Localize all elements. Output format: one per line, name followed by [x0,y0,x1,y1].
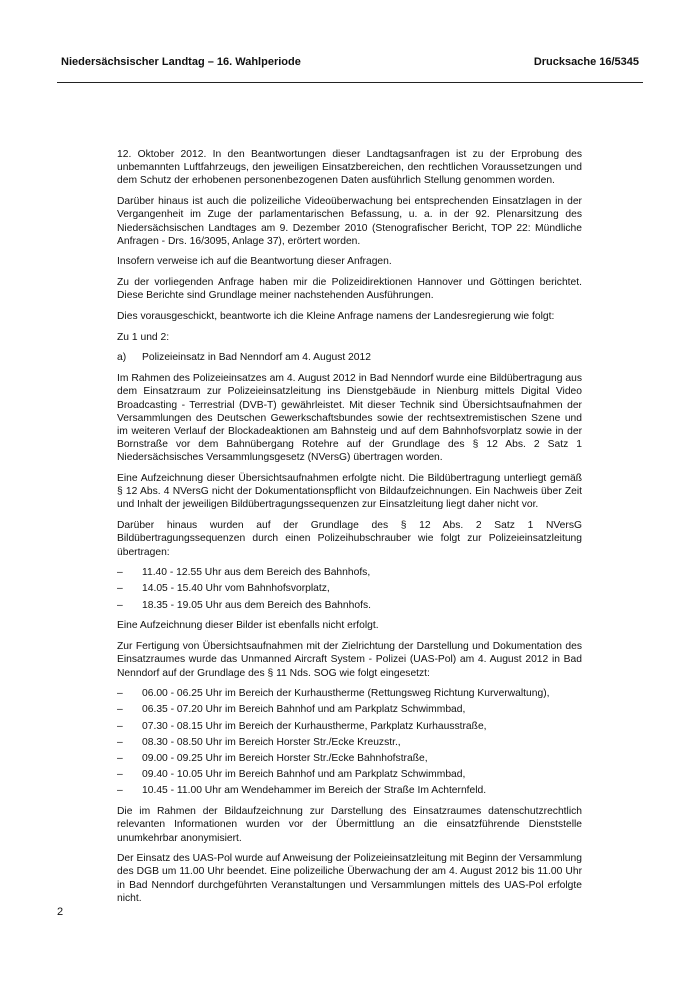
document-number: Drucksache 16/5345 [533,56,639,68]
page-header [57,52,643,83]
item-marker: a) [117,352,127,364]
section-heading: Zu 1 und 2: [117,331,170,343]
list-item: – 07.30 - 08.15 Uhr im Bereich der Kurhaustherme, Parkplatz Kurhausstraße, [117,720,487,732]
list-item: – 18.35 - 19.05 Uhr aus dem Bereich des Bahnhofs. [117,599,371,611]
helicopter-time-list [117,566,582,612]
paragraph: 12. Oktober 2012. In den Beantwortungen dieser Landtagsanfragen ist zu der Erprobung des unbemannten Luftfahrzeugs, den jeweiligen Einsatzbereichen, den rechtlichen Voraussetzungen und dem Schutz der erhobenen personenbezogenen Daten ausführlich Stellung genommen worden. [117,149,582,187]
list-item: – 10.45 - 11.00 Uhr am Wendehammer im Bereich der Straße Im Achternfeld. [117,785,487,797]
document-body [117,148,582,913]
item-text: Polizeieinsatz in Bad Nenndorf am 4. August 2012 [142,352,371,364]
list-item: – 11.40 - 12.55 Uhr aus dem Bereich des Bahnhofs, [117,567,371,579]
paragraph: Insofern verweise ich auf die Beantwortung dieser Anfragen. [117,256,392,268]
subsection-heading [117,351,582,364]
paragraph: Zu der vorliegenden Anfrage haben mir die Polizeidirektionen Hannover und Göttingen berichtet. Diese Berichte sind Grundlage meiner nachstehenden Ausführungen. [117,277,582,302]
list-item: – 06.00 - 06.25 Uhr im Bereich der Kurhaustherme (Rettungsweg Richtung Kurverwaltung), [117,688,550,700]
paragraph: Dies vorausgeschickt, beantworte ich die Kleine Anfrage namens der Landesregierung wie folgt: [117,311,555,323]
list-item: – 09.00 - 09.25 Uhr im Bereich Horster Str./Ecke Bahnhofstraße, [117,753,428,765]
paragraph: Eine Aufzeichnung dieser Übersichtsaufnahmen erfolgte nicht. Die Bildübertragung unterliegt gemäß § 12 Abs. 4 NVersG nicht der Dokumentationspflicht von Bildaufzeichnungen. Ein Nachweis über Zeit und Inhalt der jeweiligen Bildübertragungssequenzen zur Einsatzleitung liegt daher nicht vor. [117,473,582,511]
list-item: – 09.40 - 10.05 Uhr im Bereich Bahnhof und am Parkplatz Schwimmbad, [117,769,466,781]
header-title: Niedersächsischer Landtag – 16. Wahlperiode [61,56,301,68]
paragraph: Der Einsatz des UAS-Pol wurde auf Anweisung der Polizeieinsatzleitung mit Beginn der Versammlung des DGB um 11.00 Uhr beendet. Eine polizeiliche Überwachung der am 4. August 2012 bis 11.00 Uhr in Bad Nenndorf durchgeführten Veranstaltungen und Versammlungen mittels des UAS-Pol erfolgte nicht. [117,853,582,904]
uas-time-list [117,687,582,797]
paragraph: Im Rahmen des Polizeieinsatzes am 4. August 2012 in Bad Nenndorf wurde eine Bildübertragung aus dem Einsatzraum zur Polizeieinsatzleitung ins Dienstgebäude in Nienburg mittels Digital Video Broadcasting - Terrestrial (DVB-T) gewährleistet. Mit dieser Technik sind Übersichtsaufnahmen der Versammlungen des Deutschen Gewerkschaftsbundes sowie der rechtsextremistischen Szene und im weiteren Verlauf der Blockadeaktionen am Bahnsteig und auf dem Bahnhofsvorplatz sowie in der Bornstraße vor dem Bahnübergang Rotehre auf der Grundlage des § 12 Abs. 2 Satz 1 Niedersächsisches Versammlungsgesetz (NVersG) übertragen worden. [117,373,582,464]
page-number: 2 [57,906,64,918]
list-item: – 14.05 - 15.40 Uhr vom Bahnhofsvorplatz, [117,583,330,595]
list-item: – 06.35 - 07.20 Uhr im Bereich Bahnhof und am Parkplatz Schwimmbad, [117,704,466,716]
paragraph: Eine Aufzeichnung dieser Bilder ist ebenfalls nicht erfolgt. [117,620,379,632]
list-item: – 08.30 - 08.50 Uhr im Bereich Horster Str./Ecke Kreuzstr., [117,736,401,748]
paragraph: Die im Rahmen der Bildaufzeichnung zur Darstellung des Einsatzraumes datenschutzrechtlich relevanten Informationen wurden vor der Übermittlung an die einsatzführende Dienststelle unumkehrbar anonymisiert. [117,806,582,844]
paragraph: Darüber hinaus wurden auf der Grundlage des § 12 Abs. 2 Satz 1 NVersG Bildübertragungssequenzen durch einen Polizeihubschrauber wie folgt zur Polizeieinsatzleitung übertragen: [117,520,582,558]
paragraph: Zur Fertigung von Übersichtsaufnahmen mit der Zielrichtung der Darstellung und Dokumentation des Einsatzraumes wurde das Unmanned Aircraft System - Polizei (UAS-Pol) am 4. August 2012 in Bad Nenndorf auf der Grundlage des § 11 Nds. SOG wie folgt eingesetzt: [117,641,582,679]
paragraph: Darüber hinaus ist auch die polizeiliche Videoüberwachung bei entsprechenden Einsatzlagen in der Vergangenheit im Zuge der parlamentarischen Befassung, u. a. in der 92. Plenarsitzung des Niedersächsischen Landtages am 9. Dezember 2010 (Stenografischer Bericht, TOP 22: Mündliche Anfragen - Drs. 16/3095, Anlage 37), erörtert worden. [117,196,582,247]
